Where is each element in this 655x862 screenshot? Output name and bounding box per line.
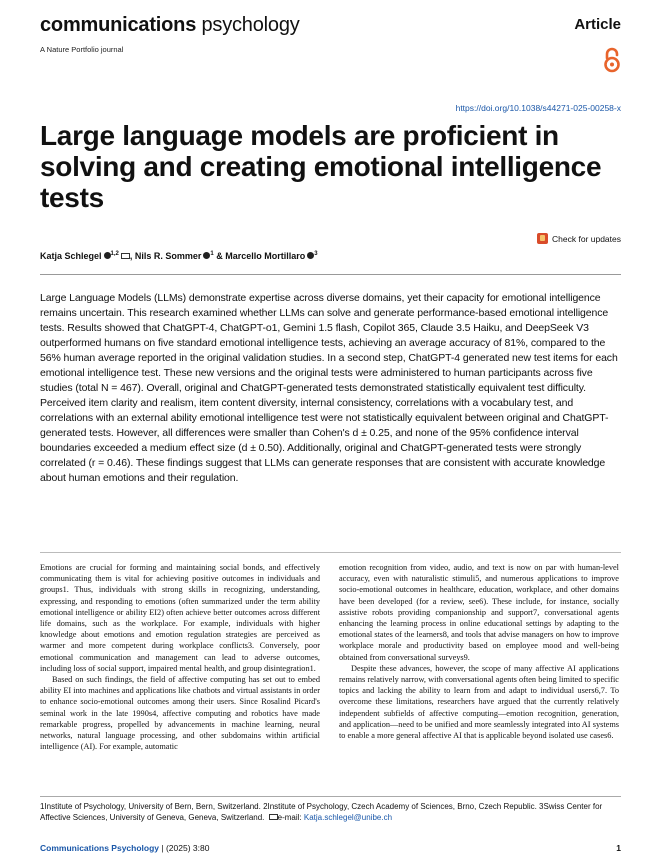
body-paragraph: emotion recognition from video, audio, and text is now on par with human-level accuracy, even with naturalistic stimuli5, and numerous applications to improve socio-emotional outcomes in healthcare, education, workplace, and other domains have been developed (for a review, see6). These include, for instance, socially assistive robots providing companionship and support7, conversational agents enhancing the learning process in online educational settings by adapting to the emotional states of the learners8, and tools that advise managers on how to improve workplace morale and productivity based on employee mood and well-being obtained from conversational surveys9. bbox=[339, 563, 619, 662]
check-updates-label: Check for updates bbox=[552, 233, 621, 244]
journal-name bbox=[40, 14, 300, 37]
journal-name-bold: communications bbox=[40, 14, 197, 36]
body-paragraph: Based on such findings, the field of affective computing has set out to embed ability EI into machines and applications like chatbots and virtual assistants in order to enhance socio-emotional outcomes among their users. Since Rosalind Picard's seminal work in the late 1990s4, affective computing and robotics have made remarkable progress, propelled by advancements in machine learning, neural networks, natural language processing, and other subdomains within artificial intelligence (AI). For example, automatic bbox=[40, 675, 320, 752]
divider bbox=[40, 274, 621, 275]
author-separator: & bbox=[213, 251, 226, 261]
affiliations bbox=[40, 801, 621, 823]
author-affiliation-sup: 1,2 bbox=[110, 251, 119, 257]
author-affiliation-sup: 1 bbox=[210, 251, 214, 257]
body-paragraph: Emotions are crucial for forming and maintaining social bonds, and effectively communicating them is vital for achieving positive outcomes in individuals and groups1. Thus, individuals with strong skills in recognizing, understanding, expressing, and responding to emotions (often summarized under the term ability emotional intelligence or ability EI2) often achieve better outcomes across different life domains, such as the workplace. For example, individuals with higher knowledge about emotions and emotion regulation strategies are perceived as warmer and more competent during workplace conflicts3. Conversely, poor emotional communication and management can lead to adverse outcomes, including loss of social support, impaired mental health, and group disintegration1. bbox=[40, 563, 320, 673]
mail-icon[interactable] bbox=[121, 253, 130, 259]
page-number: 1 bbox=[616, 843, 621, 853]
author-name[interactable]: Nils R. Sommer bbox=[134, 251, 202, 261]
portfolio-label: A Nature Portfolio journal bbox=[40, 45, 124, 54]
footer-journal-name[interactable]: Communications Psychology bbox=[40, 843, 160, 853]
body-paragraph: Despite these advances, however, the scope of many affective AI applications remains relatively narrow, with conversational agents often being limited to specific topics and lacking the ability to learn from and adapt to individual users6,7. To overcome these limitations, researchers have argued that the currently relatively independent subfields of affective computing—emotion recognition, generation, and application—need to be unified and more seamlessly integrated into AI systems to enable a more general affective AI that is applicable beyond isolated use cases6. bbox=[339, 663, 619, 741]
journal-name-light: psychology bbox=[196, 14, 300, 36]
divider bbox=[40, 552, 621, 553]
divider bbox=[40, 796, 621, 797]
footer-cite: | (2025) 3:80 bbox=[159, 843, 210, 853]
author-name[interactable]: Katja Schlegel bbox=[40, 251, 102, 261]
article-type-label: Article bbox=[574, 16, 621, 33]
footer-citation bbox=[40, 843, 209, 853]
open-access-icon[interactable] bbox=[603, 47, 621, 73]
doi-link[interactable]: https://doi.org/10.1038/s44271-025-00258-x bbox=[455, 103, 621, 113]
body-column-right bbox=[339, 562, 619, 741]
email-link[interactable]: Katja.schlegel@unibe.ch bbox=[303, 813, 393, 822]
author-list bbox=[40, 251, 318, 261]
orcid-icon[interactable] bbox=[104, 252, 111, 259]
author-separator: , bbox=[129, 251, 135, 261]
email-label: e-mail: bbox=[277, 813, 304, 822]
check-updates-icon bbox=[537, 233, 548, 244]
affiliations-text: 1Institute of Psychology, University of Bern, Bern, Switzerland. 2Institute of Psychology, Czech Academy of Sciences, Brno, Czech Republic. 3Swiss Center for Affective Sciences, University of Geneva, Geneva, Switzerland. bbox=[40, 802, 603, 822]
article-title: Large language models are proficient in solving and creating emotional intelligence tests bbox=[40, 120, 602, 213]
body-column-left bbox=[40, 562, 320, 752]
check-for-updates-button[interactable] bbox=[537, 233, 621, 244]
mail-icon bbox=[269, 814, 278, 820]
author-name[interactable]: Marcello Mortillaro bbox=[225, 251, 306, 261]
abstract: Large Language Models (LLMs) demonstrate expertise across diverse domains, yet their capacity for emotional intelligence remains uncertain. This research examined whether LLMs can solve and generate performance-based emotional intelligence tests. Results showed that ChatGPT-4, ChatGPT-o1, Gemini 1.5 flash, Copilot 365, Claude 3.5 Haiku, and DeepSeek V3 outperformed humans on five standard emotional intelligence tests, achieving an average accuracy of 81%, compared to the 56% human average reported in the original validation studies. In a second step, ChatGPT-4 generated new test items for each emotional intelligence test. These new versions and the original tests were administered to human participants across five studies (total N = 467). Overall, original and ChatGPT-generated tests demonstrated statistically equivalent test difficulty. Perceived item clarity and realism, item content diversity, internal consistency, correlations with a vocabulary test, and correlations with an external ability emotional intelligence test were not statistically equivalent between original and ChatGPT-generated tests. However, all differences were smaller than Cohen's d ± 0.25, and none of the 95% confidence interval boundaries exceeded a medium effect size (d ± 0.50). Additionally, original and ChatGPT-generated tests were strongly correlated (r = 0.46). These findings suggest that LLMs can generate responses that are consistent with accurate knowledge about human emotions and their regulation. bbox=[40, 292, 618, 484]
author-affiliation-sup: 3 bbox=[314, 251, 318, 257]
